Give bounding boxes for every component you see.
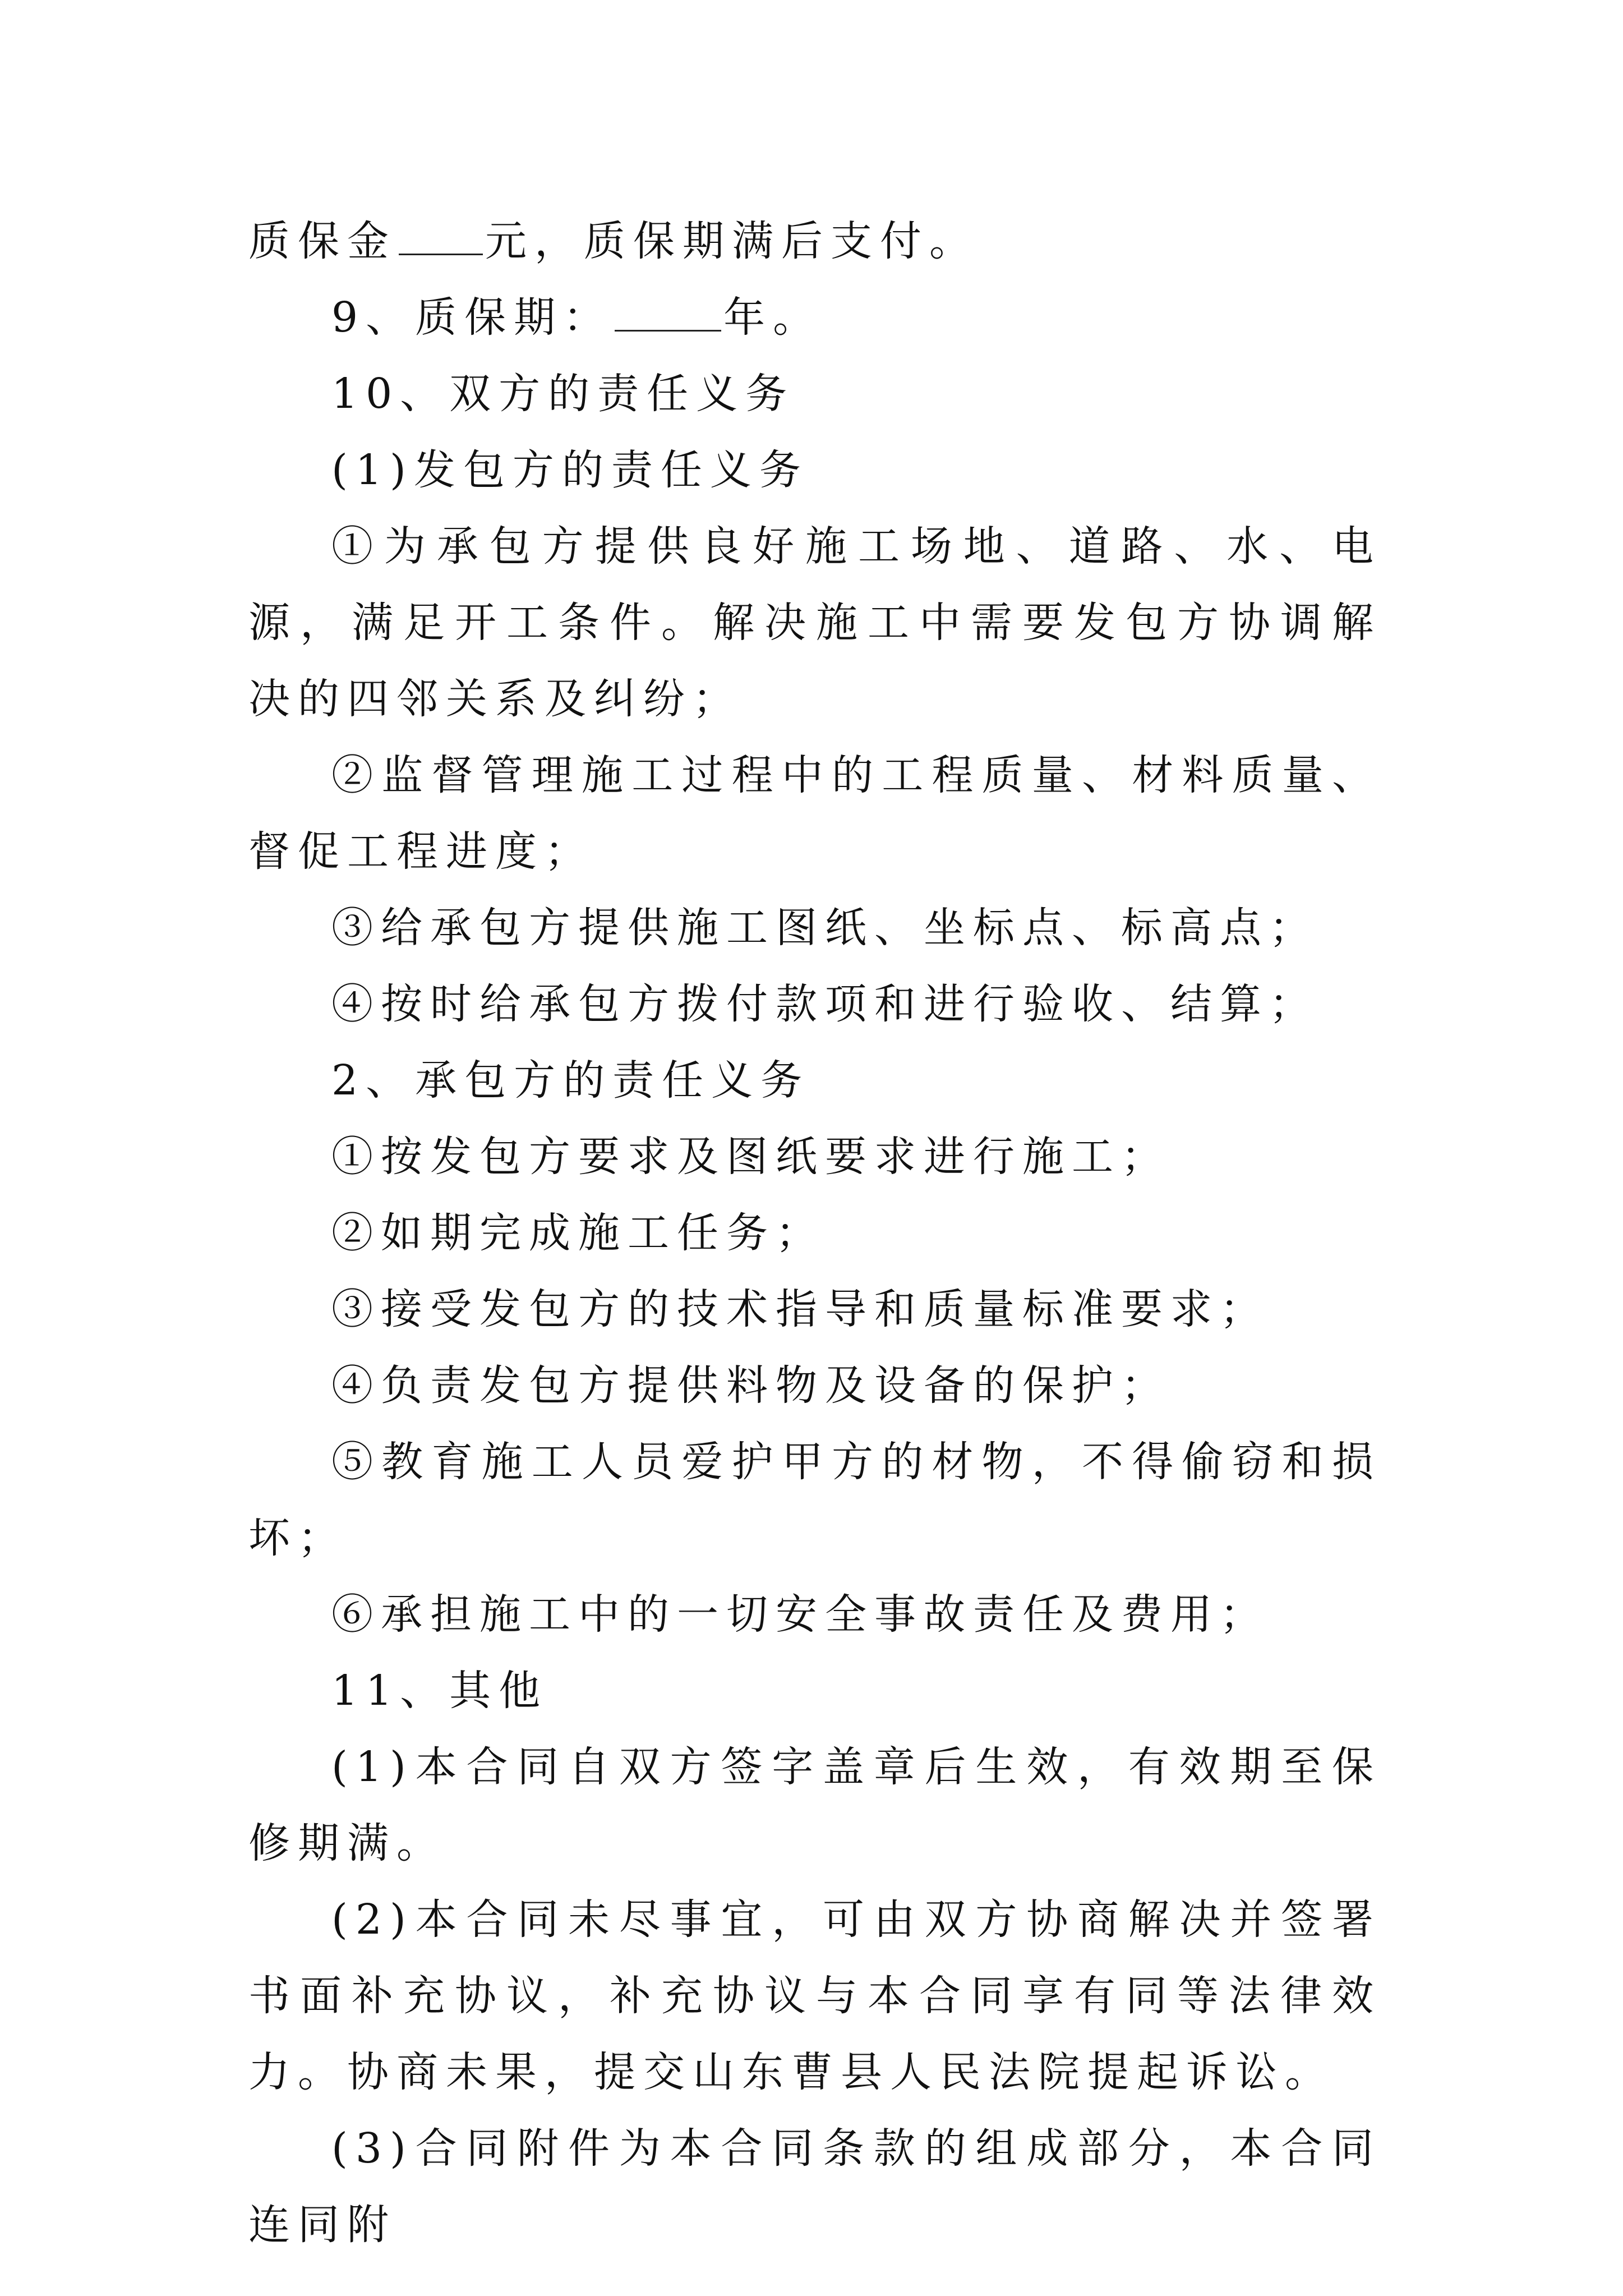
item-10-title: 10、双方的责任义务 (331, 370, 795, 418)
document-body (248, 203, 1381, 2263)
section-11-item: (1)本合同自双方签字盖章后生效，有效期至保修期满。 (248, 1743, 1381, 1867)
section-2-item: ③接受发包方的技术指导和质量标准要求； (331, 1285, 1269, 1333)
warranty-deposit-line (248, 203, 1381, 279)
section-1-item: ④按时给承包方拨付款项和进行验收、结算； (331, 980, 1318, 1028)
section-11-item: (2)本合同未尽事宜，可由双方协商解决并签署书面补充协议，补充协议与本合同享有同等法律效力。协商未果，提交山东曹县人民法院提起诉讼。 (248, 1895, 1381, 2096)
item-9-warranty-period (248, 279, 1381, 356)
section-1-item: ②监督管理施工过程中的工程质量、材料质量、督促工程进度； (248, 751, 1381, 876)
section-2-item: ②如期完成施工任务； (331, 1209, 825, 1257)
warranty-amount-blank (399, 209, 483, 255)
section-1-item: ③给承包方提供施工图纸、坐标点、标高点； (331, 904, 1318, 952)
warranty-deposit-prefix: 质保金 (248, 217, 396, 265)
item-9-suffix: 年。 (723, 293, 823, 342)
section-1-title: (1)发包方的责任义务 (331, 446, 809, 494)
section-2-item: ①按发包方要求及图纸要求进行施工； (331, 1133, 1170, 1181)
section-1-item: ①为承包方提供良好施工场地、道路、水、电源，满足开工条件。解决施工中需要发包方协调解决的四邻关系及纠纷； (248, 522, 1381, 723)
section-2-item: ⑥承担施工中的一切安全事故责任及费用； (331, 1590, 1269, 1639)
item-11-title: 11、其他 (331, 1667, 548, 1715)
section-2-item: ④负责发包方提供料物及设备的保护； (331, 1361, 1170, 1410)
section-2-title: 2、承包方的责任义务 (331, 1056, 810, 1105)
item-9-prefix: 9、质保期： (331, 293, 613, 342)
warranty-deposit-suffix: 元，质保期满后支付。 (485, 217, 979, 265)
section-11-item: (3)合同附件为本合同条款的组成部分，本合同连同附 (248, 2124, 1381, 2249)
warranty-years-blank (615, 285, 721, 332)
section-2-item: ⑤教育施工人员爱护甲方的材物，不得偷窃和损坏； (248, 1438, 1381, 1562)
